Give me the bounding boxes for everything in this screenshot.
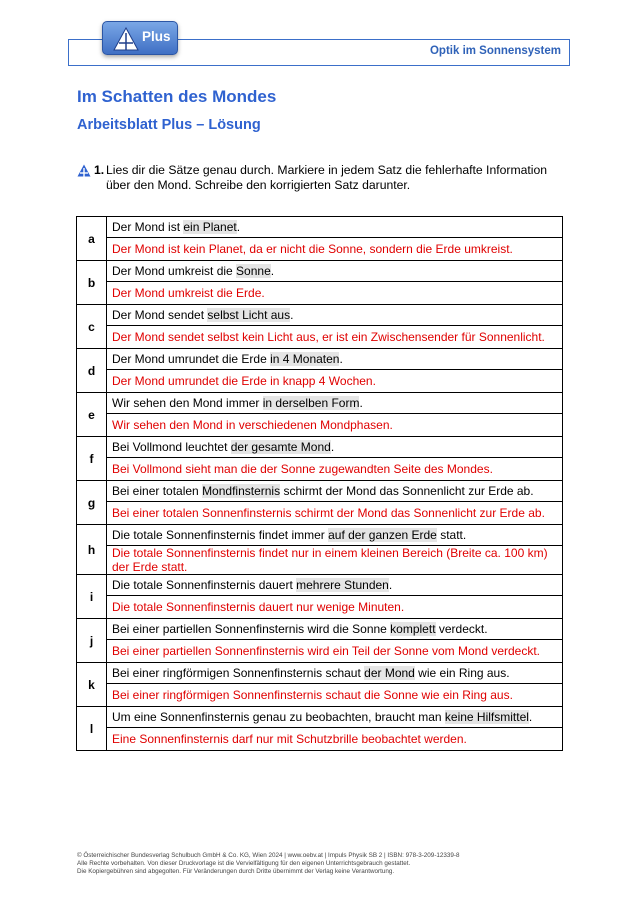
row-letter: d bbox=[77, 349, 107, 393]
table-row-correction bbox=[77, 326, 563, 349]
statement-text: Die totale Sonnenfinsternis findet immer bbox=[112, 528, 329, 542]
statement-text-end: schirmt der Mond das Sonnenlicht zur Erde ab. bbox=[280, 484, 534, 498]
statement-text: Der Mond ist bbox=[112, 220, 184, 234]
plus-logo bbox=[102, 21, 178, 55]
statement-cell bbox=[107, 663, 563, 684]
statement-text-end: verdeckt. bbox=[435, 622, 488, 636]
statement-cell bbox=[107, 481, 563, 502]
row-letter: i bbox=[77, 575, 107, 619]
statement-cell bbox=[107, 575, 563, 596]
footer-rights: Alle Rechte vorbehalten. Von dieser Druckvorlage ist die Vervielfältigung für den eigenen Unterrichtsgebrauch gestattet. bbox=[77, 860, 411, 867]
logo-label: Plus bbox=[142, 29, 171, 44]
marked-error: in 4 Monaten bbox=[270, 352, 340, 366]
statement-text: Der Mond sendet bbox=[112, 308, 208, 322]
corrected-sentence: Bei Vollmond sieht man die der Sonne zugewandten Seite des Mondes. bbox=[107, 458, 563, 481]
statement-text-end: . bbox=[528, 710, 533, 724]
row-letter: j bbox=[77, 619, 107, 663]
table-row-correction bbox=[77, 238, 563, 261]
statement-text: Um eine Sonnenfinsternis genau zu beobachten, braucht man bbox=[112, 710, 445, 724]
footer-disclaimer: Die Kopiergebühren sind abgegolten. Für Veränderungen durch Dritte übernimmt der Verlag keine Verantwortung. bbox=[77, 868, 395, 875]
statement-cell bbox=[107, 437, 563, 458]
footer-copyright: © Österreichischer Bundesverlag Schulbuch GmbH & Co. KG, Wien 2024 | www.oebv.at | Impuls Physik SB 2 | ISBN: 978-3-209-12339-8 bbox=[77, 852, 460, 859]
corrected-sentence: Der Mond sendet selbst kein Licht aus, er ist ein Zwischensender für Sonnenlicht. bbox=[107, 326, 563, 349]
statement-cell bbox=[107, 305, 563, 326]
statement-text: Bei einer totalen bbox=[112, 484, 203, 498]
corrected-sentence: Der Mond umrundet die Erde in knapp 4 Wochen. bbox=[107, 370, 563, 393]
table-row-correction bbox=[77, 502, 563, 525]
row-letter: k bbox=[77, 663, 107, 707]
row-letter: g bbox=[77, 481, 107, 525]
statement-text: Der Mond umrundet die Erde bbox=[112, 352, 271, 366]
table-row bbox=[77, 349, 563, 370]
statement-cell bbox=[107, 393, 563, 414]
marked-error: selbst Licht aus bbox=[207, 308, 291, 322]
statement-cell bbox=[107, 525, 563, 546]
marked-error: der Mond bbox=[364, 666, 415, 680]
statement-text-end: . bbox=[359, 396, 363, 410]
corrected-sentence: Die totale Sonnenfinsternis dauert nur wenige Minuten. bbox=[107, 596, 563, 619]
page-subtitle: Arbeitsblatt Plus – Lösung bbox=[77, 117, 261, 133]
row-letter: h bbox=[77, 525, 107, 575]
table-row-correction bbox=[77, 282, 563, 305]
marked-error: mehrere Stunden bbox=[296, 578, 389, 592]
table-row bbox=[77, 575, 563, 596]
row-letter: a bbox=[77, 217, 107, 261]
statement-text: Bei einer ringförmigen Sonnenfinsternis schaut bbox=[112, 666, 365, 680]
table-row bbox=[77, 663, 563, 684]
statement-text: Der Mond umkreist die bbox=[112, 264, 237, 278]
task-instruction bbox=[77, 163, 567, 193]
statement-text-end: statt. bbox=[436, 528, 467, 542]
marked-error: Sonne bbox=[236, 264, 271, 278]
exercise-table bbox=[76, 216, 563, 751]
table-row bbox=[77, 481, 563, 502]
corrected-sentence: Der Mond umkreist die Erde. bbox=[107, 282, 563, 305]
table-row-correction bbox=[77, 370, 563, 393]
row-letter: f bbox=[77, 437, 107, 481]
table-row-correction bbox=[77, 596, 563, 619]
statement-text: Wir sehen den Mond immer bbox=[112, 396, 263, 410]
row-letter: l bbox=[77, 707, 107, 751]
statement-cell bbox=[107, 619, 563, 640]
statement-cell bbox=[107, 261, 563, 282]
row-letter: b bbox=[77, 261, 107, 305]
statement-text: Die totale Sonnenfinsternis dauert bbox=[112, 578, 297, 592]
corrected-sentence: Bei einer totalen Sonnenfinsternis schirmt der Mond das Sonnenlicht zur Erde ab. bbox=[107, 502, 563, 525]
marked-error: der gesamte Mond bbox=[230, 440, 331, 454]
table-row bbox=[77, 305, 563, 326]
statement-text-end: . bbox=[236, 220, 241, 234]
row-letter: e bbox=[77, 393, 107, 437]
table-row-correction bbox=[77, 414, 563, 437]
statement-text-end: wie ein Ring aus. bbox=[414, 666, 510, 680]
corrected-sentence: Die totale Sonnenfinsternis findet nur in einem kleinen Bereich (Breite ca. 100 km) der Erde statt. bbox=[107, 546, 563, 575]
marked-error: in derselben Form bbox=[262, 396, 360, 410]
marked-error: keine Hilfsmittel bbox=[444, 710, 529, 724]
table-row bbox=[77, 393, 563, 414]
corrected-sentence: Eine Sonnenfinsternis darf nur mit Schutzbrille beobachtet werden. bbox=[107, 728, 563, 751]
section-title: Optik im Sonnensystem bbox=[429, 45, 561, 57]
marked-error: ein Planet bbox=[183, 220, 237, 234]
statement-text: Bei einer partiellen Sonnenfinsternis wird die Sonne bbox=[112, 622, 391, 636]
corrected-sentence: Wir sehen den Mond in verschiedenen Mondphasen. bbox=[107, 414, 563, 437]
row-letter: c bbox=[77, 305, 107, 349]
corrected-sentence: Bei einer ringförmigen Sonnenfinsternis schaut die Sonne wie ein Ring aus. bbox=[107, 684, 563, 707]
table-row bbox=[77, 217, 563, 238]
statement-text-end: . bbox=[330, 440, 335, 454]
statement-cell bbox=[107, 349, 563, 370]
corrected-sentence: Der Mond ist kein Planet, da er nicht die Sonne, sondern die Erde umkreist. bbox=[107, 238, 563, 261]
task-text: Lies dir die Sätze genau durch. Markiere in jedem Satz die fehlerhafte Information über den Mond. Schreibe den korrigierten Satz darunter. bbox=[106, 163, 548, 192]
table-row bbox=[77, 619, 563, 640]
statement-text-end: . bbox=[290, 308, 294, 322]
footer bbox=[77, 852, 577, 876]
table-row-correction bbox=[77, 640, 563, 663]
corrected-sentence: Bei einer partiellen Sonnenfinsternis wird ein Teil der Sonne vom Mond verdeckt. bbox=[107, 640, 563, 663]
table-row-correction bbox=[77, 684, 563, 707]
statement-cell bbox=[107, 707, 563, 728]
statement-text-end: . bbox=[270, 264, 275, 278]
task-number: 1. bbox=[94, 163, 105, 177]
statement-text-end: . bbox=[339, 352, 343, 366]
triangle-logo-icon bbox=[113, 27, 139, 51]
page-title: Im Schatten des Mondes bbox=[77, 87, 277, 106]
marked-error: Mondfinsternis bbox=[202, 484, 281, 498]
table-row bbox=[77, 525, 563, 546]
table-row bbox=[77, 261, 563, 282]
marked-error: komplett bbox=[390, 622, 436, 636]
table-row-correction bbox=[77, 458, 563, 481]
marked-error: auf der ganzen Erde bbox=[328, 528, 437, 542]
statement-text-end: . bbox=[388, 578, 393, 592]
table-row-correction bbox=[77, 546, 563, 575]
statement-cell bbox=[107, 217, 563, 238]
plus-task-icon bbox=[77, 164, 91, 177]
table-row bbox=[77, 437, 563, 458]
table-row-correction bbox=[77, 728, 563, 751]
table-row bbox=[77, 707, 563, 728]
statement-text: Bei Vollmond leuchtet bbox=[112, 440, 231, 454]
